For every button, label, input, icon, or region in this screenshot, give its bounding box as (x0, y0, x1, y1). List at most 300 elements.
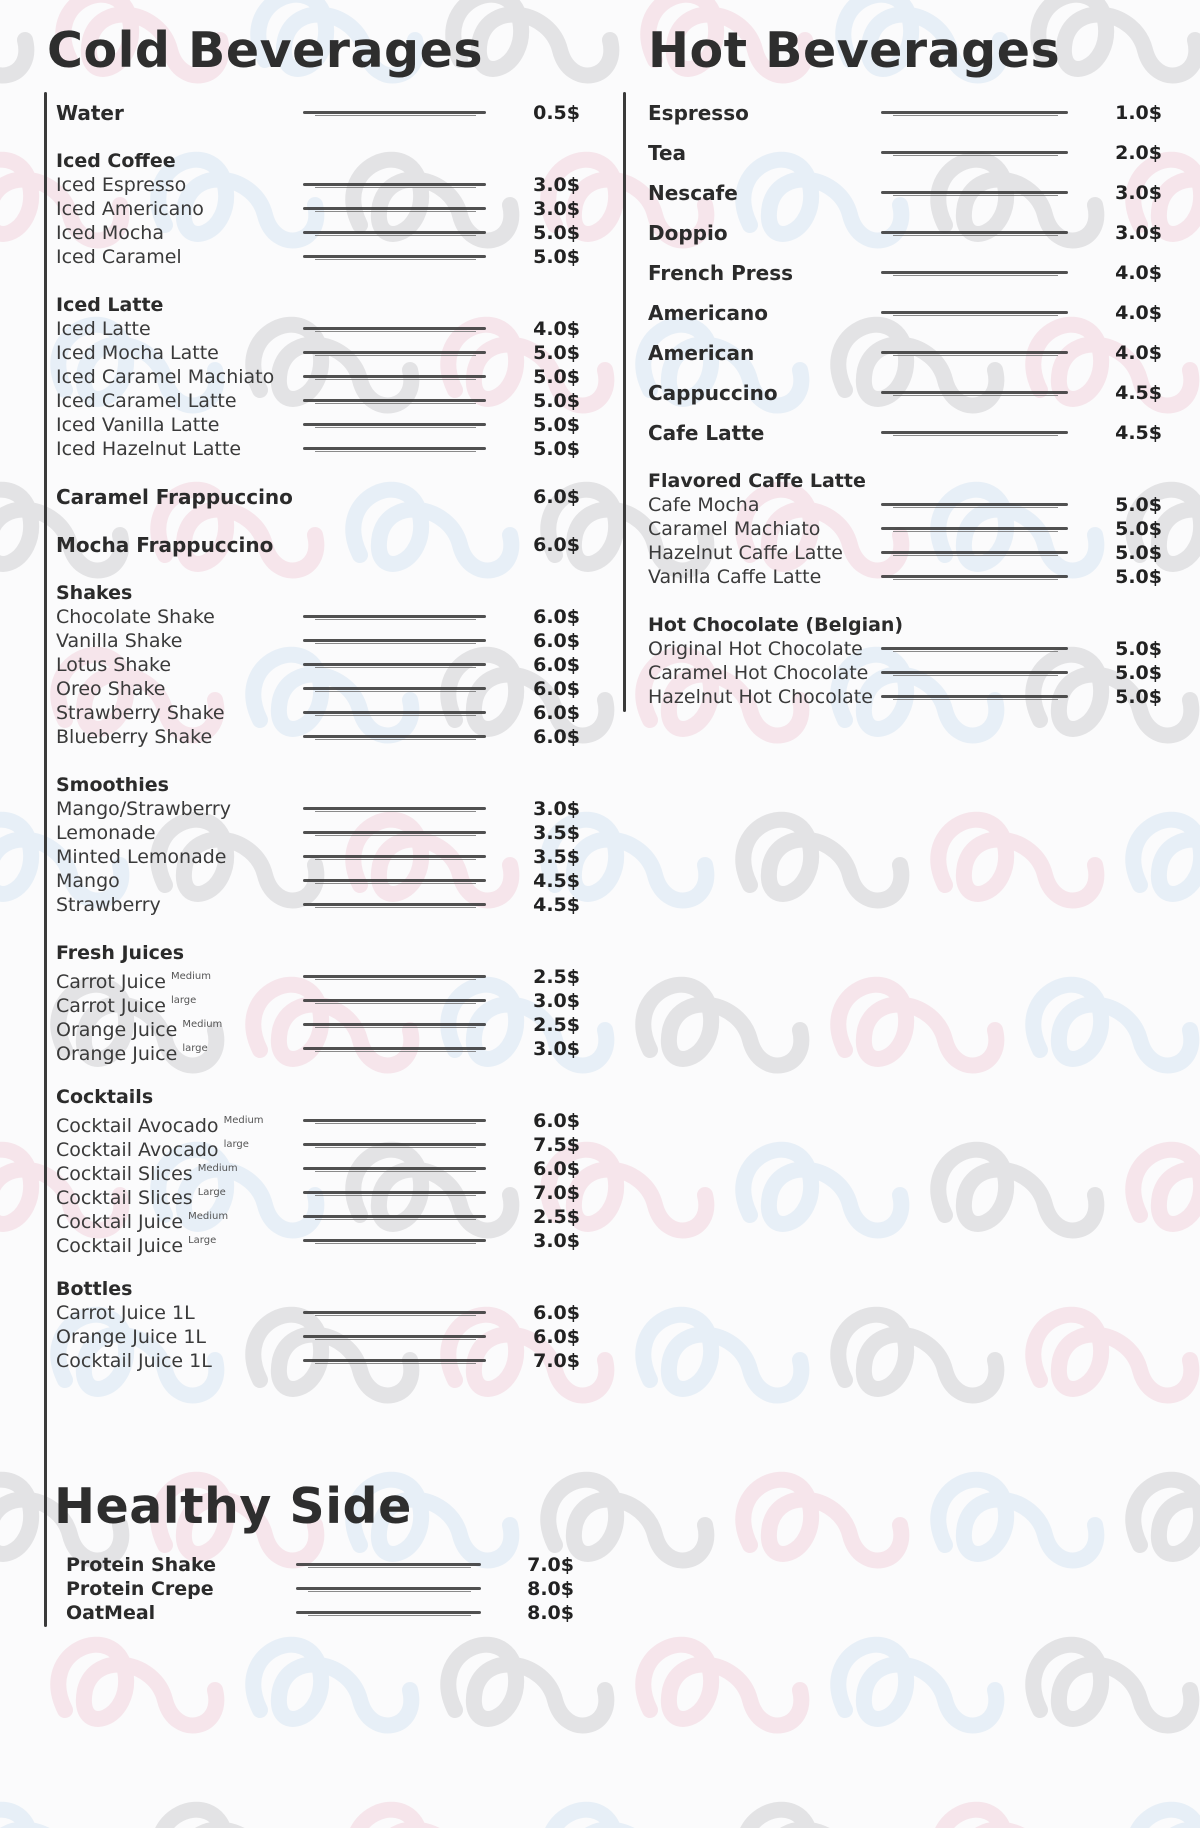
item-size-label: Large (197, 1187, 226, 1198)
menu-item (56, 845, 586, 869)
item-price: 2.5$ (533, 966, 580, 988)
item-price: 5.0$ (1115, 566, 1162, 588)
item-name-text: Vanilla Caffe Latte (648, 566, 822, 588)
item-name-text: Flavored Caffe Latte (648, 470, 866, 492)
item-name-text: Mango/Strawberry (56, 798, 231, 820)
section-heading (648, 613, 1148, 637)
item-name (66, 1601, 155, 1625)
dotted-leader (881, 575, 1068, 578)
dotted-leader (303, 1047, 486, 1050)
item-price: 4.5$ (533, 894, 580, 916)
menu-item (648, 493, 1162, 517)
item-name-text: Caramel Frappuccino (56, 485, 293, 509)
item-name-text: Iced Coffee (56, 150, 176, 172)
item-name-text: Cocktail Juice (56, 1211, 184, 1233)
dotted-leader (303, 447, 486, 450)
item-name (648, 221, 728, 245)
section-heading (56, 293, 586, 317)
item-size-label: Medium (188, 1211, 229, 1222)
item-name (56, 221, 164, 245)
menu-item (56, 821, 586, 845)
item-name (648, 181, 738, 205)
item-name-text: Minted Lemonade (56, 846, 227, 868)
dotted-leader (303, 207, 486, 210)
item-price: 5.0$ (533, 342, 580, 364)
dotted-leader (303, 855, 486, 858)
item-name-text: Americano (648, 301, 768, 325)
item-name-text: Oreo Shake (56, 678, 166, 700)
dotted-leader (303, 1167, 486, 1170)
menu-item (56, 437, 586, 461)
hot-beverages-list (648, 101, 1162, 709)
item-name (648, 421, 764, 445)
item-price: 6.0$ (533, 486, 580, 508)
item-name-text: Cocktail Avocado (56, 1139, 219, 1161)
item-name (56, 101, 124, 125)
item-price: 5.0$ (1115, 638, 1162, 660)
item-price: 4.0$ (533, 318, 580, 340)
item-price: 6.0$ (533, 654, 580, 676)
healthy-side-list (66, 1553, 586, 1625)
item-name (56, 1349, 212, 1373)
item-name-text: Hazelnut Caffe Latte (648, 542, 843, 564)
item-name (56, 413, 219, 437)
item-name-text: Iced Latte (56, 318, 151, 340)
item-price: 7.0$ (533, 1350, 580, 1372)
item-name-text: Cocktail Juice (56, 1235, 184, 1257)
item-name-text: Cocktail Juice 1L (56, 1350, 212, 1372)
item-name-text: Smoothies (56, 774, 169, 796)
menu-item (56, 341, 586, 365)
item-price: 2.5$ (533, 1206, 580, 1228)
healthy-side-title: Healthy Side (54, 1478, 412, 1535)
item-price: 6.0$ (533, 1302, 580, 1324)
item-price: 5.0$ (1115, 494, 1162, 516)
menu-item (56, 485, 586, 509)
dotted-leader (303, 1359, 486, 1362)
menu-item (56, 173, 586, 197)
item-name-text: French Press (648, 261, 793, 285)
item-price: 3.0$ (1115, 222, 1162, 244)
item-price: 3.5$ (533, 822, 580, 844)
section-heading-label (648, 613, 903, 637)
item-price: 7.0$ (527, 1554, 574, 1576)
item-price: 6.0$ (533, 702, 580, 724)
menu-item (66, 1601, 586, 1625)
item-name (56, 365, 274, 389)
dotted-leader (303, 183, 486, 186)
item-name-text: Iced Hazelnut Latte (56, 438, 242, 460)
item-name-text: Cocktail Slices (56, 1187, 193, 1209)
dotted-leader (303, 831, 486, 834)
menu-item (56, 533, 586, 557)
dotted-leader (881, 551, 1068, 554)
dotted-leader (296, 1611, 481, 1614)
menu-item (56, 725, 586, 749)
section-heading (56, 149, 586, 173)
item-price: 5.0$ (533, 438, 580, 460)
dotted-leader (303, 999, 486, 1002)
item-size-label: large (170, 995, 197, 1006)
item-name (648, 661, 868, 685)
section-heading-label (56, 581, 132, 605)
item-name-text: Carrot Juice (56, 971, 166, 993)
item-name-text: Iced Mocha (56, 222, 164, 244)
item-price: 3.0$ (1115, 182, 1162, 204)
item-name (648, 685, 873, 709)
item-price: 5.0$ (533, 222, 580, 244)
dotted-leader (303, 639, 486, 642)
item-name (648, 141, 686, 165)
menu-item (648, 181, 1162, 205)
item-name-text: Iced Latte (56, 294, 164, 316)
item-name (56, 701, 225, 725)
item-name-text: Iced Vanilla Latte (56, 414, 220, 436)
dotted-leader (296, 1587, 481, 1590)
menu-item (56, 893, 586, 917)
item-size-label: Medium (197, 1163, 238, 1174)
menu-item (56, 797, 586, 821)
menu-item (66, 1553, 586, 1577)
item-name (56, 605, 215, 629)
item-name-text: Lotus Shake (56, 654, 172, 676)
item-name-text: Cocktail Slices (56, 1163, 193, 1185)
item-name (648, 637, 863, 661)
item-price: 6.0$ (533, 726, 580, 748)
section-heading-label (56, 293, 163, 317)
menu-item (56, 1301, 586, 1325)
dotted-leader (296, 1563, 481, 1566)
item-name-text: Nescafe (648, 181, 738, 205)
item-size-label: Medium (223, 1115, 264, 1126)
item-name (648, 341, 754, 365)
menu-item (648, 341, 1162, 365)
menu-item (56, 1205, 586, 1233)
item-price: 3.0$ (533, 798, 580, 820)
dotted-leader (881, 271, 1068, 274)
item-price: 8.0$ (527, 1578, 574, 1600)
item-size-label: large (223, 1139, 249, 1150)
item-price: 6.0$ (533, 1158, 580, 1180)
dotted-leader (303, 327, 486, 330)
menu-item (648, 685, 1162, 709)
item-price: 1.0$ (1115, 102, 1162, 124)
item-name (56, 821, 156, 845)
dotted-leader (303, 351, 486, 354)
item-name (648, 261, 793, 285)
item-name (56, 629, 183, 653)
menu-item (648, 637, 1162, 661)
dotted-leader (881, 695, 1068, 698)
dotted-leader (303, 399, 486, 402)
menu-item (648, 381, 1162, 405)
item-name-text: Carrot Juice (56, 995, 166, 1017)
item-name-text: Protein Shake (66, 1554, 217, 1576)
cold-column-rule (44, 92, 47, 1627)
cold-beverages-title: Cold Beverages (47, 22, 484, 79)
menu-item (56, 677, 586, 701)
item-price: 3.0$ (533, 990, 580, 1012)
menu-item (56, 101, 586, 125)
menu-item (56, 1229, 586, 1257)
dotted-leader (303, 615, 486, 618)
item-name (56, 173, 186, 197)
item-name-text: Orange Juice (56, 1019, 178, 1041)
item-name (56, 245, 182, 269)
menu-item (56, 221, 586, 245)
item-price: 4.5$ (533, 870, 580, 892)
menu-item (56, 245, 586, 269)
item-name (56, 653, 171, 677)
section-heading (56, 941, 586, 965)
dotted-leader (303, 1215, 486, 1218)
item-name-text: Caramel Hot Chocolate (648, 662, 869, 684)
section-heading (56, 773, 586, 797)
item-name (56, 341, 219, 365)
item-name (56, 869, 120, 893)
section-heading-label (56, 941, 184, 965)
dotted-leader (881, 151, 1068, 154)
item-name (56, 845, 226, 869)
item-name-text: Iced Espresso (56, 174, 187, 196)
menu-item (648, 101, 1162, 125)
item-name-text: Chocolate Shake (56, 606, 215, 628)
menu-item (56, 701, 586, 725)
item-name-text: Iced Americano (56, 198, 204, 220)
menu-item (56, 197, 586, 221)
menu-item (56, 317, 586, 341)
dotted-leader (303, 255, 486, 258)
item-name-text: Cafe Latte (648, 421, 765, 445)
menu-item (648, 221, 1162, 245)
item-name (648, 101, 749, 125)
menu-item (56, 605, 586, 629)
dotted-leader (881, 431, 1068, 434)
item-name (56, 1301, 195, 1325)
menu-item (648, 517, 1162, 541)
dotted-leader (303, 231, 486, 234)
item-name-text: Strawberry (56, 894, 161, 916)
item-name (648, 301, 768, 325)
menu-item (56, 1349, 586, 1373)
item-price: 6.0$ (533, 1326, 580, 1348)
dotted-leader (303, 423, 486, 426)
dotted-leader (303, 735, 486, 738)
menu-item (56, 1157, 586, 1185)
dotted-leader (881, 503, 1068, 506)
dotted-leader (881, 527, 1068, 530)
section-heading-label (56, 1277, 132, 1301)
item-name-text: Lemonade (56, 822, 156, 844)
dotted-leader (303, 807, 486, 810)
dotted-leader (303, 1191, 486, 1194)
menu-item (648, 301, 1162, 325)
item-name (56, 389, 237, 413)
item-name (648, 517, 820, 541)
item-price: 6.0$ (533, 606, 580, 628)
dotted-leader (303, 663, 486, 666)
item-name-text: Water (56, 101, 124, 125)
item-name-text: Cocktail Avocado (56, 1115, 219, 1137)
dotted-leader (881, 391, 1068, 394)
dotted-leader (303, 1143, 486, 1146)
section-heading-label (648, 469, 866, 493)
item-price: 4.0$ (1115, 262, 1162, 284)
menu-item (56, 629, 586, 653)
section-heading-label (56, 773, 169, 797)
dotted-leader (303, 1311, 486, 1314)
item-price: 3.5$ (533, 846, 580, 868)
item-price: 6.0$ (533, 630, 580, 652)
item-name (56, 533, 273, 557)
item-name-text: Strawberry Shake (56, 702, 225, 724)
item-name (66, 1577, 214, 1601)
item-name-text: Carrot Juice 1L (56, 1302, 195, 1324)
menu-item (648, 421, 1162, 445)
dotted-leader (303, 1239, 486, 1242)
item-name (648, 565, 821, 589)
section-heading (56, 1277, 586, 1301)
section-heading (56, 1085, 586, 1109)
item-name (56, 1229, 216, 1258)
menu-item (648, 661, 1162, 685)
menu-item (56, 653, 586, 677)
menu-item (56, 1013, 586, 1041)
item-name-text: Protein Crepe (66, 1578, 214, 1600)
item-price: 5.0$ (533, 366, 580, 388)
dotted-leader (303, 1335, 486, 1338)
item-price: 7.0$ (533, 1182, 580, 1204)
item-name (648, 541, 843, 565)
item-name-text: Hot Chocolate (Belgian) (648, 614, 904, 636)
item-name (66, 1553, 216, 1577)
item-price: 3.0$ (533, 198, 580, 220)
menu-item (56, 413, 586, 437)
item-name (56, 485, 293, 509)
item-name-text: Cappuccino (648, 381, 778, 405)
menu-item (66, 1577, 586, 1601)
dotted-leader (881, 311, 1068, 314)
item-price: 5.0$ (1115, 542, 1162, 564)
item-name-text: Cocktails (56, 1086, 154, 1108)
item-name-text: Tea (648, 141, 687, 165)
item-name-text: American (648, 341, 755, 365)
item-name (56, 1325, 206, 1349)
dotted-leader (303, 975, 486, 978)
item-price: 6.0$ (533, 1110, 580, 1132)
item-price: 5.0$ (533, 390, 580, 412)
menu-item (56, 1109, 586, 1137)
dotted-leader (303, 1119, 486, 1122)
dotted-leader (881, 671, 1068, 674)
item-name-text: Iced Caramel (56, 246, 182, 268)
dotted-leader (881, 191, 1068, 194)
item-name (56, 893, 161, 917)
item-price: 3.0$ (533, 1230, 580, 1252)
section-heading (648, 469, 1148, 493)
item-price: 5.0$ (1115, 662, 1162, 684)
item-size-label: Medium (170, 971, 211, 982)
item-name-text: Mocha Frappuccino (56, 533, 274, 557)
item-name-text: Hazelnut Hot Chocolate (648, 686, 873, 708)
dotted-leader (881, 351, 1068, 354)
dotted-leader (303, 375, 486, 378)
menu-item (56, 1181, 586, 1209)
hot-beverages-title: Hot Beverages (648, 22, 1061, 79)
item-price: 5.0$ (1115, 518, 1162, 540)
item-name-text: Blueberry Shake (56, 726, 213, 748)
item-size-label: Large (188, 1235, 217, 1246)
item-name (648, 493, 759, 517)
item-name-text: Iced Mocha Latte (56, 342, 219, 364)
dotted-leader (881, 111, 1068, 114)
menu-item (648, 541, 1162, 565)
item-price: 5.0$ (533, 414, 580, 436)
item-price: 3.0$ (533, 1038, 580, 1060)
menu-item (56, 965, 586, 993)
item-name-text: Iced Caramel Machiato (56, 366, 275, 388)
item-name-text: Original Hot Chocolate (648, 638, 863, 660)
menu-item (56, 389, 586, 413)
dotted-leader (303, 1023, 486, 1026)
item-name (56, 317, 151, 341)
item-price: 5.0$ (533, 246, 580, 268)
item-name-text: Mango (56, 870, 120, 892)
item-name-text: Orange Juice 1L (56, 1326, 207, 1348)
item-size-label: large (182, 1043, 208, 1054)
menu-item (56, 1037, 586, 1065)
item-price: 4.0$ (1115, 302, 1162, 324)
dotted-leader (303, 711, 486, 714)
item-name (56, 197, 204, 221)
item-name-text: Doppio (648, 221, 728, 245)
item-name-text: Espresso (648, 101, 749, 125)
item-price: 2.5$ (533, 1014, 580, 1036)
cold-beverages-list (56, 101, 586, 1373)
item-name (56, 797, 231, 821)
section-heading (56, 581, 586, 605)
dotted-leader (303, 687, 486, 690)
menu-item (648, 261, 1162, 285)
item-name-text: Caramel Machiato (648, 518, 821, 540)
dotted-leader (303, 111, 486, 114)
item-name (56, 1037, 208, 1066)
item-price: 3.0$ (533, 174, 580, 196)
menu-item (56, 989, 586, 1017)
item-price: 6.0$ (533, 534, 580, 556)
item-price: 8.0$ (527, 1602, 574, 1624)
menu-item (56, 365, 586, 389)
item-price: 4.5$ (1115, 422, 1162, 444)
item-name-text: OatMeal (66, 1602, 156, 1624)
item-name (56, 725, 212, 749)
item-size-label: Medium (182, 1019, 223, 1030)
menu-item (56, 869, 586, 893)
item-price: 7.5$ (533, 1134, 580, 1156)
section-heading-label (56, 149, 176, 173)
item-name-text: Orange Juice (56, 1043, 178, 1065)
dotted-leader (303, 903, 486, 906)
item-name-text: Shakes (56, 582, 133, 604)
item-name (56, 677, 165, 701)
section-heading-label (56, 1085, 153, 1109)
dotted-leader (881, 647, 1068, 650)
menu-item (648, 565, 1162, 589)
hot-column-rule (623, 92, 626, 712)
menu-item (648, 141, 1162, 165)
dotted-leader (881, 231, 1068, 234)
item-price: 4.0$ (1115, 342, 1162, 364)
